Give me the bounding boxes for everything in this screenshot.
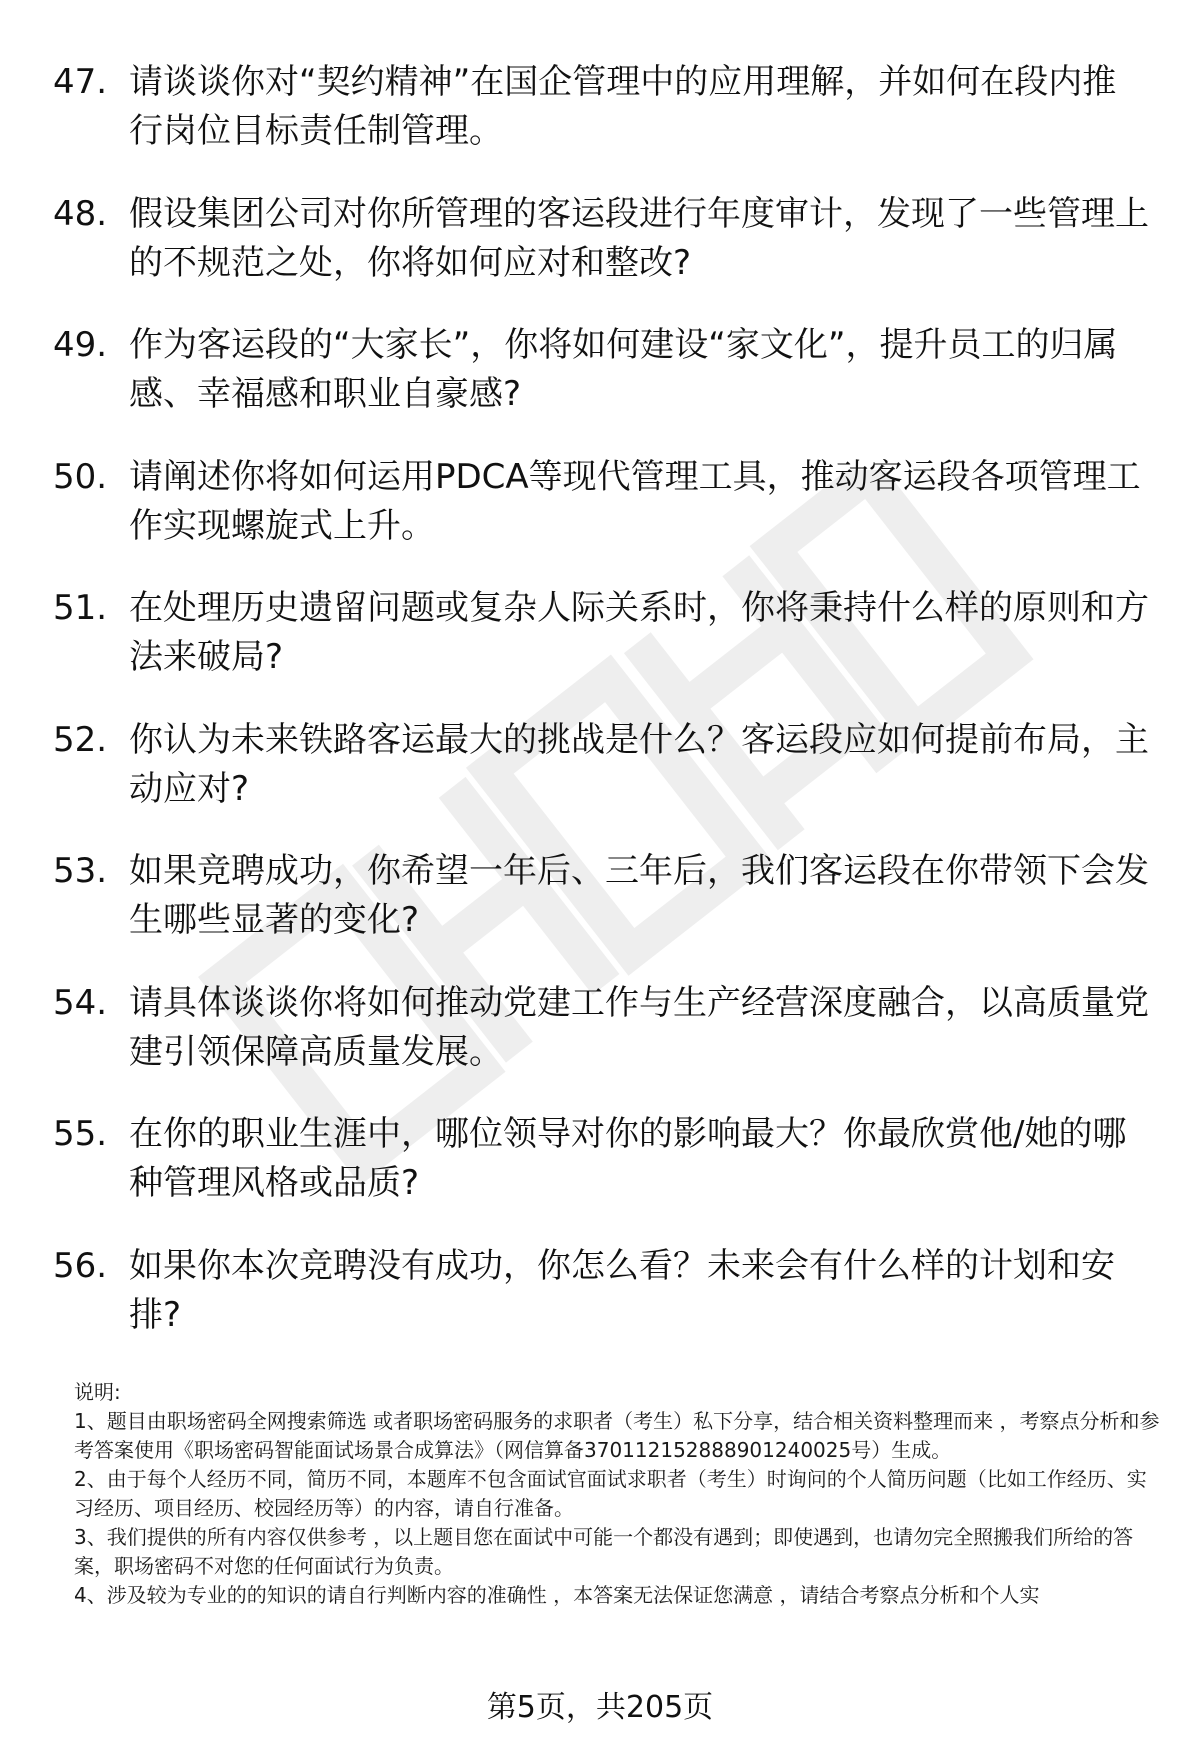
question-item [53, 847, 1153, 979]
question-text: 如果你本次竞聘没有成功，你怎么看？未来会有什么样的计划和安排? [129, 1245, 1115, 1335]
question-text: 假设集团公司对你所管理的客运段进行年度审计，发现了一些管理上的不规范之处，你将如何应对和整改? [129, 193, 1149, 283]
question-number: 48. [53, 193, 108, 234]
question-number: 55. [53, 1114, 108, 1154]
question-item [53, 453, 1153, 585]
note-item: 3、我们提供的所有内容仅供参考 ，以上题目您在面试中可能一个都没有遇到；即使遇到，也请勿完全照搬我们所给的答案，职场密码不对您的任何面试行为负责。 [74, 1525, 1134, 1578]
notes-section [74, 1378, 1164, 1610]
question-text: 作为客运段的“大家长”，你将如何建设“家文化”，提升员工的归属感、幸福感和职业自豪感? [129, 325, 1118, 414]
page-footer: 第5页，共205页 [486, 1690, 714, 1725]
note-item: 1、题目由职场密码全网搜索筛选 或者职场密码服务的求职者（考生）私下分享，结合相关资料整理而来 ，考察点分析和参考答案使用《职场密码智能面试场景合成算法》（网信算备370112152888901240025号）生成。 [74, 1409, 1160, 1462]
question-item [53, 58, 1153, 190]
question-item [53, 979, 1153, 1111]
question-text: 请具体谈谈你将如何推动党建工作与生产经营深度融合，以高质量党建引领保障高质量发展。 [129, 982, 1149, 1072]
question-number: 54. [53, 982, 108, 1023]
question-item [53, 321, 1153, 453]
question-text: 请阐述你将如何运用PDCA等现代管理工具，推动客运段各项管理工作实现螺旋式上升。 [129, 456, 1141, 546]
question-text: 在处理历史遗留问题或复杂人际关系时，你将秉持什么样的原则和方法来破局? [129, 588, 1149, 677]
question-text: 请谈谈你对“契约精神”在国企管理中的应用理解，并如何在段内推行岗位目标责任制管理。 [129, 62, 1117, 151]
question-item [53, 1242, 1153, 1374]
question-list [53, 58, 1153, 1373]
note-item: 2、由于每个人经历不同，简历不同，本题库不包含面试官面试求职者（考生）时询问的个人简历问题（比如工作经历、实习经历、项目经历、校园经历等）的内容，请自行准备。 [74, 1467, 1147, 1520]
question-number: 52. [53, 719, 108, 760]
question-number: 49. [53, 325, 108, 365]
question-number: 53. [53, 851, 108, 891]
question-number: 56. [53, 1245, 108, 1286]
question-number: 50. [53, 456, 108, 497]
question-text: 在你的职业生涯中，哪位领导对你的影响最大？你最欣赏他/她的哪种管理风格或品质? [129, 1114, 1127, 1203]
question-item [53, 716, 1153, 848]
question-item [53, 584, 1153, 716]
question-text: 如果竞聘成功，你希望一年后、三年后，我们客运段在你带领下会发生哪些显著的变化? [129, 851, 1149, 940]
question-item [53, 190, 1153, 322]
question-number: 47. [53, 62, 108, 102]
question-item [53, 1110, 1153, 1242]
note-item: 4、涉及较为专业的的知识的请自行判断内容的准确性 ，本答案无法保证您满意 ，请结合考察点分析和个人实 [74, 1583, 1040, 1607]
question-number: 51. [53, 588, 108, 628]
notes-heading: 说明: [74, 1380, 121, 1404]
question-text: 你认为未来铁路客运最大的挑战是什么？客运段应如何提前布局，主动应对? [129, 719, 1149, 809]
